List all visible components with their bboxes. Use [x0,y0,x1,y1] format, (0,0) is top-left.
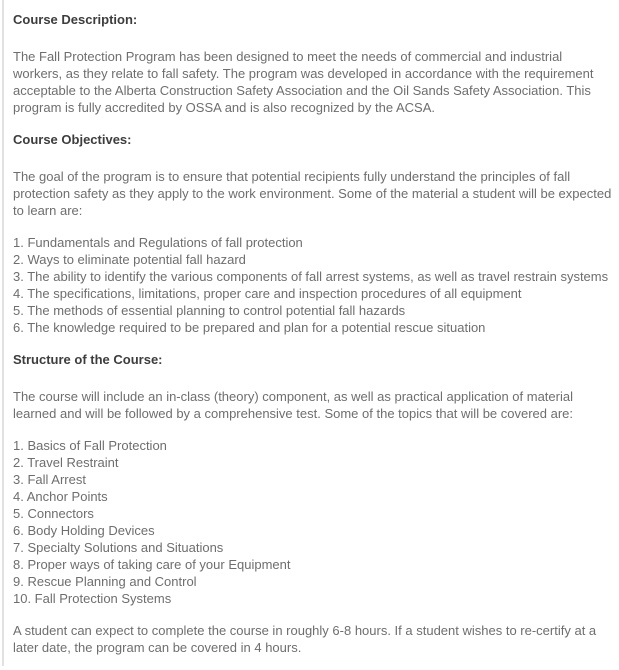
list-item: 7. Specialty Solutions and Situations [13,540,224,555]
list-item: 8. Proper ways of taking care of your Equipment [13,557,291,572]
objectives-list [13,234,613,336]
list-item: 1. Fundamentals and Regulations of fall protection [13,235,303,250]
paragraph-course-objectives: The goal of the program is to ensure that potential recipients fully understand the principles of fall protection safety as they apply to the work environment. Some of the material a student will be expected to learn are: [13,169,612,218]
list-item: 5. The methods of essential planning to control potential fall hazards [13,303,406,318]
paragraph-structure-of-the-course: The course will include an in-class (theory) component, as well as practical application of material learned and will be followed by a comprehensive test. Some of the topics that will be covered are: [13,389,574,421]
paragraph-course-description: The Fall Protection Program has been designed to meet the needs of commercial and industrial workers, as they relate to fall safety. The program was developed in accordance with the requirement acceptable to the Alberta Construction Safety Association and the Oil Sands Safety Association. This program is fully accredited by OSSA and is also recognized by the ACSA. [13,49,594,115]
list-item: 9. Rescue Planning and Control [13,574,197,589]
heading-structure-of-the-course: Structure of the Course: [13,352,163,367]
list-item: 6. The knowledge required to be prepared and plan for a potential rescue situation [13,320,486,335]
list-item: 4. The specifications, limitations, proper care and inspection procedures of all equipment [13,286,522,301]
course-info-panel [2,0,619,666]
heading-course-description: Course Description: [13,12,138,27]
heading-course-objectives: Course Objectives: [13,132,132,147]
list-item: 1. Basics of Fall Protection [13,438,167,453]
course-topics-list [13,437,613,607]
list-item: 10. Fall Protection Systems [13,591,172,606]
list-item: 4. Anchor Points [13,489,108,504]
list-item: 5. Connectors [13,506,94,521]
list-item: 6. Body Holding Devices [13,523,155,538]
list-item: 3. Fall Arrest [13,472,86,487]
list-item: 2. Travel Restraint [13,455,119,470]
list-item: 3. The ability to identify the various components of fall arrest systems, as well as travel restrain systems [13,269,609,284]
paragraph-course-duration: A student can expect to complete the course in roughly 6-8 hours. If a student wishes to re-certify at a later date, the program can be covered in 4 hours. [13,623,597,655]
list-item: 2. Ways to eliminate potential fall hazard [13,252,246,267]
